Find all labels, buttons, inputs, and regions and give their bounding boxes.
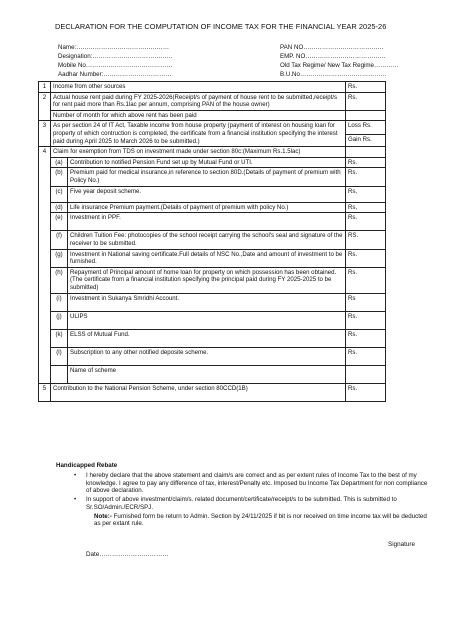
subrow-letter: (g) [51,249,68,267]
subrow-letter: (c) [51,186,68,202]
form-title: DECLARATION FOR THE COMPUTATION OF INCOME TAX FOR THE FINANCIAL YEAR 2025-26 [55,22,387,31]
subrow-amount: RS. [346,231,386,249]
loss-amount: Loss Rs. [346,121,385,135]
signature-label: Signature [388,541,415,548]
subrow-description: Investment in PPF. [68,213,346,231]
row-number: 5 [39,383,51,401]
subrow-description: ELSS of Mutual Fund. [68,329,346,347]
row-description: Number of month for which above rent has been paid [51,110,346,121]
table-row [39,82,386,93]
table-row [39,383,386,401]
table-row [39,202,386,213]
table-row [39,121,386,147]
date-field: Date…………………………… [86,551,169,558]
subrow-letter: (j) [51,311,68,329]
row-amount [346,121,386,147]
subrow-description: Investment in National saving certificate.Full details of NSC No.,Date and amount of investment to be furnished. [68,249,346,267]
subrow-letter: (h) [51,267,68,293]
subrow-amount: Rs. [346,157,386,168]
subrow-letter: (i) [51,293,68,311]
subrow-amount: Rs, [346,186,386,202]
subrow-letter: (e) [51,213,68,231]
subrow-letter: (k) [51,329,68,347]
designation-field: Designation:………………………………… [58,53,173,60]
info-row-aadhar [58,71,418,80]
info-row-designation [58,53,418,62]
table-row [39,365,386,383]
subrow-amount: Rs [346,293,386,311]
row-description: Contribution to the National Pension Scheme, under section 80CCD(1B) [51,383,346,401]
tax-regime-field: Old Tax Regime/ New Tax Regime………… [280,62,399,69]
pan-field: PAN NO………………………………… [280,44,384,51]
subrow-letter: (b) [51,168,68,186]
table-row [39,213,386,231]
table-row [39,267,386,293]
bullet-icon: • [74,471,77,479]
declaration-text: In support of above investment/claim/s. related document/certificate/receipt/s to be submitted. This is submitted to Sr.SO/Admin./ECR/SPJ. [86,496,397,511]
subrow-letter: (l) [51,347,68,365]
subrow-description: Subscription to any other notified deposite scheme. [68,347,346,365]
subrow-amount: Rs, [346,202,386,213]
table-row [39,168,386,186]
table-row [39,92,386,110]
subrow-letter: (d) [51,202,68,213]
table-row [39,157,386,168]
row-description: As per section 24 of IT Act, Taxable income from house property (payment of interest on housing loan for property of which contruction is completed, the certificate from a financial institution specifying the interest paid during April 2025 to March 2026 to be submitted.) [51,121,346,147]
row-amount: Rs. [346,82,386,93]
subrow-amount: Rs. [346,311,386,329]
handicapped-rebate-heading: Handicapped Rebate [56,462,118,469]
note-text: Furnished form be return to Admin. Section by 24/11/2025 if bit is nor received on time income tax will be deducted as per extant rule. [94,512,427,528]
subrow-description: Children Tuition Fee: photocopies of the school receipt carrying the school's seal and signature of the receiver to be submitted. [68,231,346,249]
subrow-amount: Rs. [346,213,386,231]
row-description: Claim for exemption from TDS on investment made under section 80c:(Maximum Rs.1.5lac) [51,147,346,158]
subrow-amount: Rs. [346,329,386,347]
bullet-icon: • [74,496,77,503]
declaration-text: I hereby declare that the above statement and claim/s are correct and as per extent rules of Income Tax to the best of my knowledge. I agree to pay any difference of tax, interest/Penalty etc. Imposed bu Income Tax Department for non compliance of above declaration. [86,471,428,495]
declaration-footer [56,462,428,528]
bu-field: B.U.No…………………………………… [280,71,387,78]
mobile-field: Mobile No…………………………………… [58,62,173,69]
table-row [39,186,386,202]
info-row-mobile [58,62,418,71]
subrow-description: Name of scheme [68,365,346,383]
table-row [39,147,386,158]
table-row [39,347,386,365]
table-row [39,249,386,267]
table-row [39,110,386,121]
row-amount: Rs. [346,383,386,401]
subrow-description: Investment in Sukanya Smridhi Account. [68,293,346,311]
row-number: 3 [39,121,51,147]
declaration-item [74,472,428,495]
row-amount [346,147,386,158]
subrow-description: Life insurance Premium payment.(Details of payment of premium with policy No.) [68,202,346,213]
subrow-letter: (f) [51,231,68,249]
subrow-amount: Rs. [346,347,386,365]
subrow-description: Premium paid for medical insurance,in reference to section 80D.(Details of payment of premium with Policy No.) [68,168,346,186]
row-description: Income from other sources [51,82,346,93]
employee-info [58,44,418,80]
subrow-description: Repayment of Principal amount of home loan for property on which possession has been obtained.(The certificate from a financial institution specifying the principal paid during FY 2025-2025 to be submitted) [68,267,346,293]
row-number: 4 [39,147,51,383]
note [94,513,428,529]
info-row-name [58,44,418,53]
row-amount: Rs. [346,92,386,110]
table-row [39,311,386,329]
gain-amount: Gain Rs. [348,136,372,144]
subrow-description: Five year deposit scheme. [68,186,346,202]
row-description: Actual house rent paid during FY 2025-2026(Receipt/s of payment of house rent to be submitted,receipt/s for rent paid more than Rs.1lac per annum, comprising PAN of the house owner) [51,92,346,110]
row-amount [346,110,386,121]
subrow-amount: Rs. [346,267,386,293]
declaration-item [74,496,428,512]
subrow-description: ULIPS [68,311,346,329]
row-number: 2 [39,92,51,121]
table-row [39,231,386,249]
table-row [39,329,386,347]
subrow-amount: Rs. [346,168,386,186]
table-row [39,293,386,311]
emp-field: EMP. NO………………………………… [280,53,386,60]
subrow-description: Contribution to notified Pension Fund set up by Mutual Fund or UTI. [68,157,346,168]
subrow-letter: (a) [51,157,68,168]
name-field: Name:……………………………………… [58,44,170,51]
row-number: 1 [39,82,51,93]
subrow-letter [51,365,68,383]
subrow-amount: Rs. [346,249,386,267]
note-label: Note:- [94,512,112,520]
subrow-amount [346,365,386,383]
aadhar-field: Aadhar Number:…………………………… [58,71,172,78]
income-declaration-table [38,81,386,402]
